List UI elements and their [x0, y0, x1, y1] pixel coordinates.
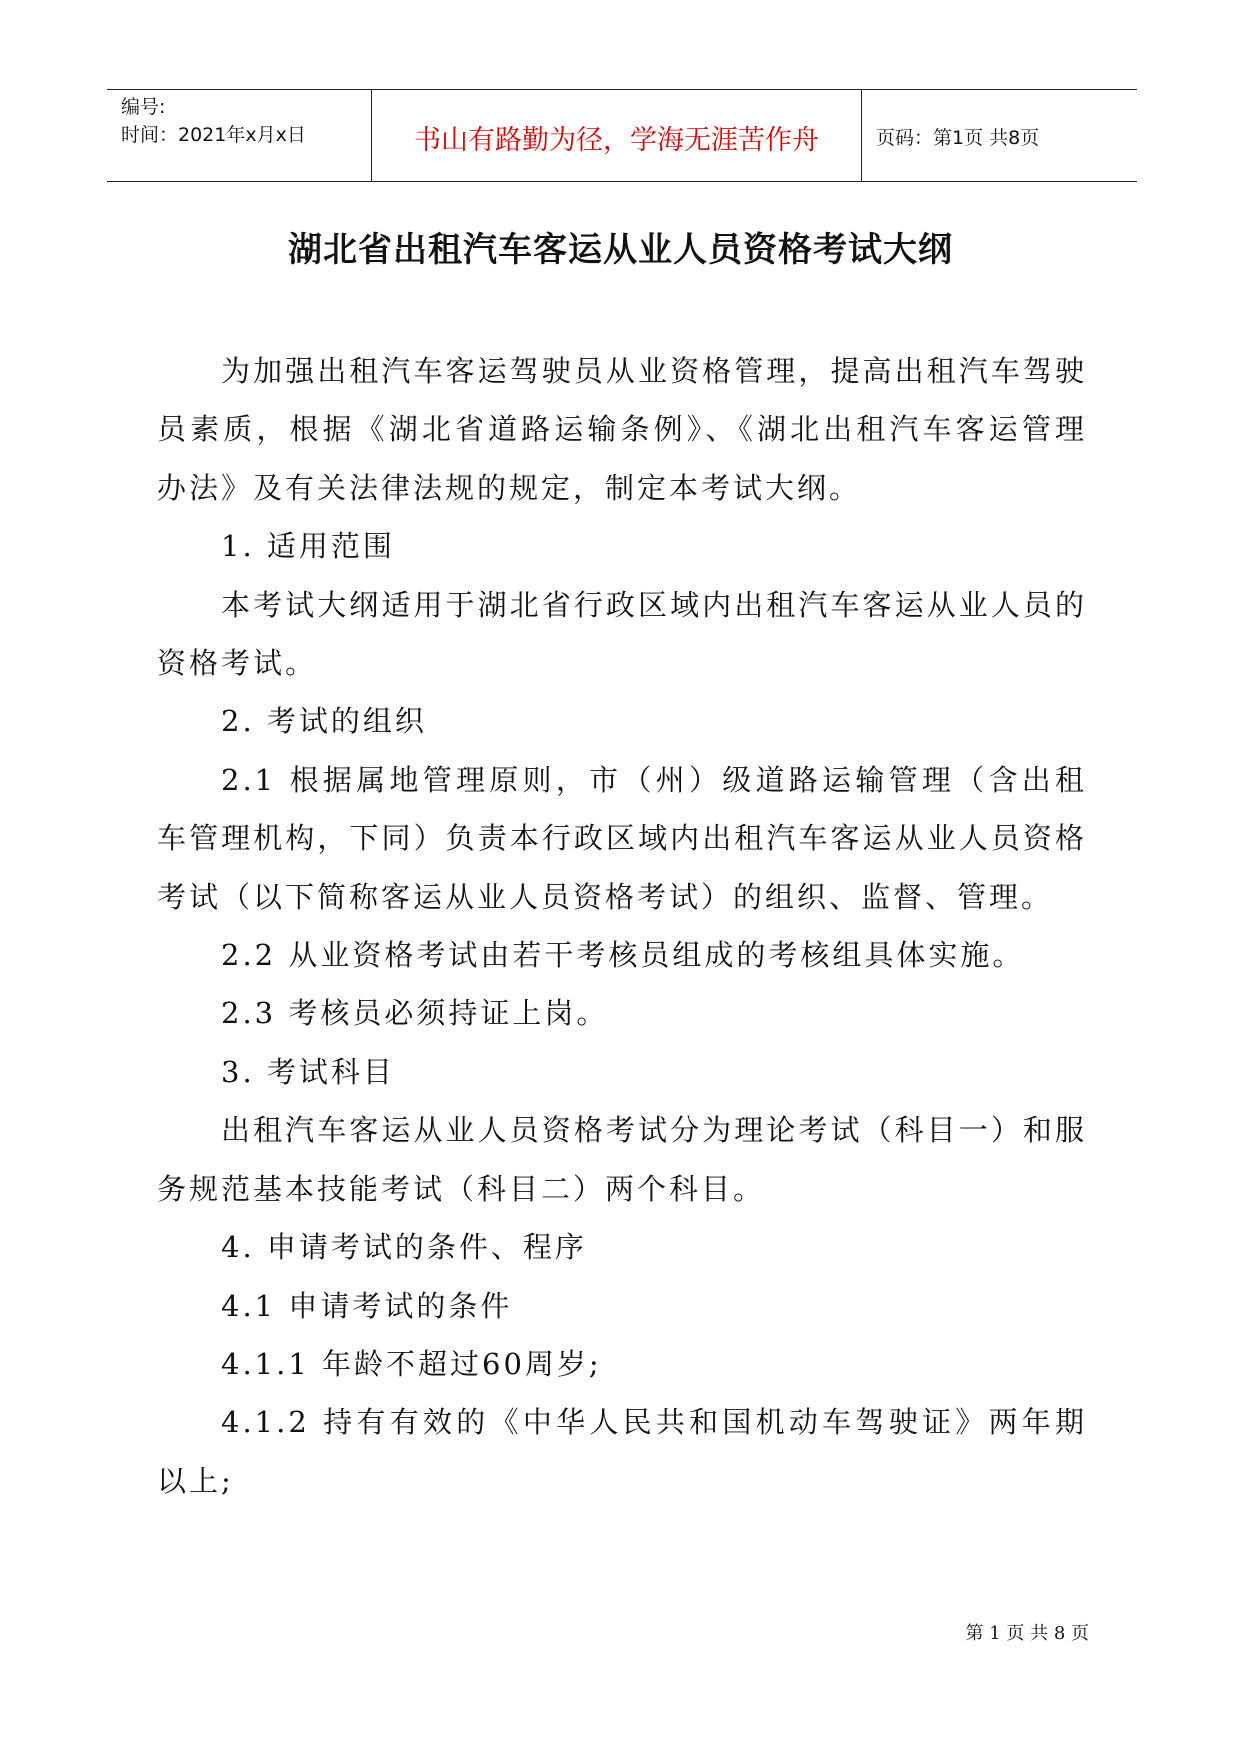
document-time-label: 时间：2021年x月x日 — [121, 124, 306, 146]
document-body — [157, 342, 1087, 1510]
paragraph-4-1-1: 4.1.1 年龄不超过60周岁; — [221, 1346, 602, 1381]
paragraph-scope: 本考试大纲适用于湖北省行政区域内出租汽车客运从业人员的资格考试。 — [157, 587, 1087, 681]
document-code-label: 编号: — [121, 96, 166, 118]
section-heading-1: 1. 适用范围 — [221, 529, 395, 564]
paragraph-intro: 为加强出租汽车客运驾驶员从业资格管理，提高出租汽车驾驶员素质，根据《湖北省道路运输条例》、《湖北出租汽车客运管理办法》及有关法律法规的规定，制定本考试大纲。 — [157, 354, 1087, 505]
section-heading-2: 2. 考试的组织 — [221, 704, 427, 739]
header-page-cell — [862, 90, 1137, 181]
page-header — [107, 89, 1137, 182]
paragraph-4-1: 4.1 申请考试的条件 — [221, 1288, 513, 1323]
section-heading-4: 4. 申请考试的条件、程序 — [221, 1230, 587, 1265]
paragraph-2-1: 2.1 根据属地管理原则，市（州）级道路运输管理（含出租车管理机构，下同）负责本行政区域内出租汽车客运从业人员资格考试（以下简称客运从业人员资格考试）的组织、监督、管理。 — [157, 762, 1087, 914]
header-meta-cell — [107, 90, 372, 181]
document-title: 湖北省出租汽车客运从业人员资格考试大纲 — [288, 230, 953, 270]
section-heading-3: 3. 考试科目 — [221, 1054, 395, 1089]
page-footer-number: 第 1 页 共 8 页 — [965, 1623, 1089, 1644]
paragraph-2-3: 2.3 考核员必须持证上岗。 — [221, 996, 609, 1031]
paragraph-2-2: 2.2 从业资格考试由若干考核员组成的考核组具体实施。 — [221, 938, 1025, 973]
paragraph-4-1-2: 4.1.2 持有有效的《中华人民共和国机动车驾驶证》两年期以上; — [157, 1405, 1087, 1498]
header-motto-cell — [372, 90, 862, 181]
header-page-info: 页码：第1页 共8页 — [876, 127, 1040, 149]
header-motto: 书山有路勤为径，学海无涯苦作舟 — [414, 125, 819, 156]
paragraph-subjects: 出租汽车客运从业人员资格考试分为理论考试（科目一）和服务规范基本技能考试（科目二）两个科目。 — [157, 1113, 1087, 1206]
